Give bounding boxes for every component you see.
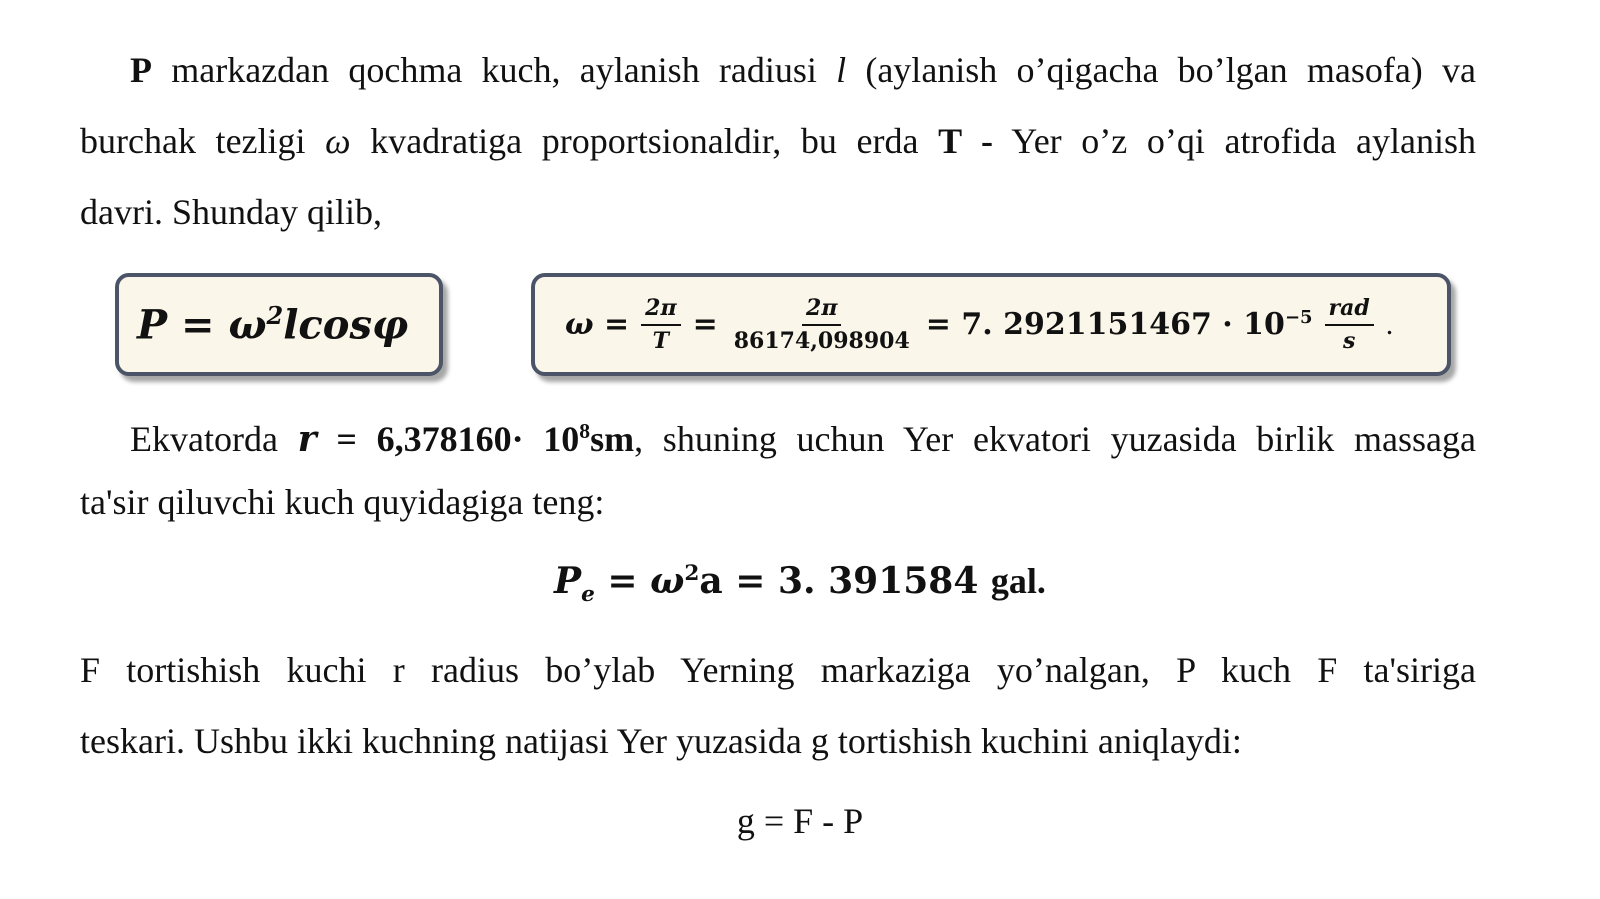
formula-part: P = ω (137, 301, 267, 349)
fraction-rad-over-s (1325, 296, 1374, 352)
period-t-label: T - (938, 121, 994, 161)
paragraph-2-line-2: ta'sir qiluvchi kuch quyidagiga teng: (80, 482, 605, 522)
formula-part: lcosφ (283, 301, 409, 349)
force-p-label: P (130, 50, 152, 90)
value-text: = 7. 2921151467 · 10 (925, 307, 1285, 342)
text-span: kvadratiga proportsionaldir, bu erda (350, 121, 939, 161)
formula-part: P (554, 560, 582, 602)
formula-exponent: 2 (266, 300, 284, 330)
formula-box-angular-velocity (531, 273, 1451, 376)
paragraph-1 (80, 35, 1476, 248)
formula-subscript: e (581, 582, 595, 608)
paragraph-3-line-1: F tortishish kuchi r radius bo’ylab Yerning markaziga yo’nalgan, P kuch F ta'siriga (80, 650, 1476, 690)
equation-pe (0, 560, 1600, 607)
radius-symbol: l (836, 50, 847, 90)
radius-unit: sm (590, 419, 635, 459)
equation-g: g = F - P (736, 801, 864, 841)
period-mark: . (1385, 307, 1394, 341)
fraction-2pi-over-seconds (730, 296, 914, 352)
omega-value (926, 307, 1313, 342)
radius-value: = 6,378160· 10 (316, 419, 580, 459)
unit-gal: gal. (990, 561, 1046, 601)
text-span: Ekvatorda (130, 419, 298, 459)
equals-sign: = (692, 307, 718, 342)
numerator: 2π (802, 296, 841, 325)
value-exponent: −5 (1284, 307, 1313, 328)
text-span: , shuning uchun Yer ekvatori yuzasida birlik massaga (634, 419, 1476, 459)
formula-part: ω = (565, 307, 630, 342)
centrifugal-formula (119, 301, 408, 348)
formula-part: = ω (594, 560, 685, 602)
omega-symbol: ω (325, 121, 351, 161)
numerator: rad (1325, 296, 1374, 325)
denominator: T (652, 327, 670, 354)
paragraph-2-line-1 (80, 396, 1476, 467)
denominator: s (1342, 327, 1356, 354)
text-span: burchak tezligi (80, 121, 326, 161)
fraction-2pi-over-t (641, 296, 680, 352)
formula-exponent: 2 (684, 561, 700, 586)
paragraph-3 (80, 635, 1476, 777)
angular-velocity-formula (535, 296, 1393, 352)
formula-part: a = 3. 391584 (699, 560, 991, 602)
denominator: 86174,098904 (733, 327, 910, 354)
radius-exponent: 8 (579, 419, 591, 443)
paragraph-2 (80, 396, 1476, 538)
text-span: Yer o’z o’qi atrofida aylanish (993, 121, 1476, 161)
text-span: (aylanish o’qigacha bo’lgan masofa) va (846, 50, 1476, 90)
paragraph-3-line-2: teskari. Ushbu ikki kuchning natijasi Yer yuzasida g tortishish kuchini aniqlaydi: (80, 721, 1242, 761)
paragraph-1-line-1 (80, 35, 1476, 106)
text-span: markazdan qochma kuch, aylanish radiusi (152, 50, 837, 90)
formula-box-centrifugal (115, 273, 443, 376)
numerator: 2π (641, 296, 680, 325)
paragraph-1-line-3: davri. Shunday qilib, (80, 192, 382, 232)
radius-r-symbol: r (297, 418, 317, 460)
paragraph-1-line-2 (80, 106, 1476, 177)
